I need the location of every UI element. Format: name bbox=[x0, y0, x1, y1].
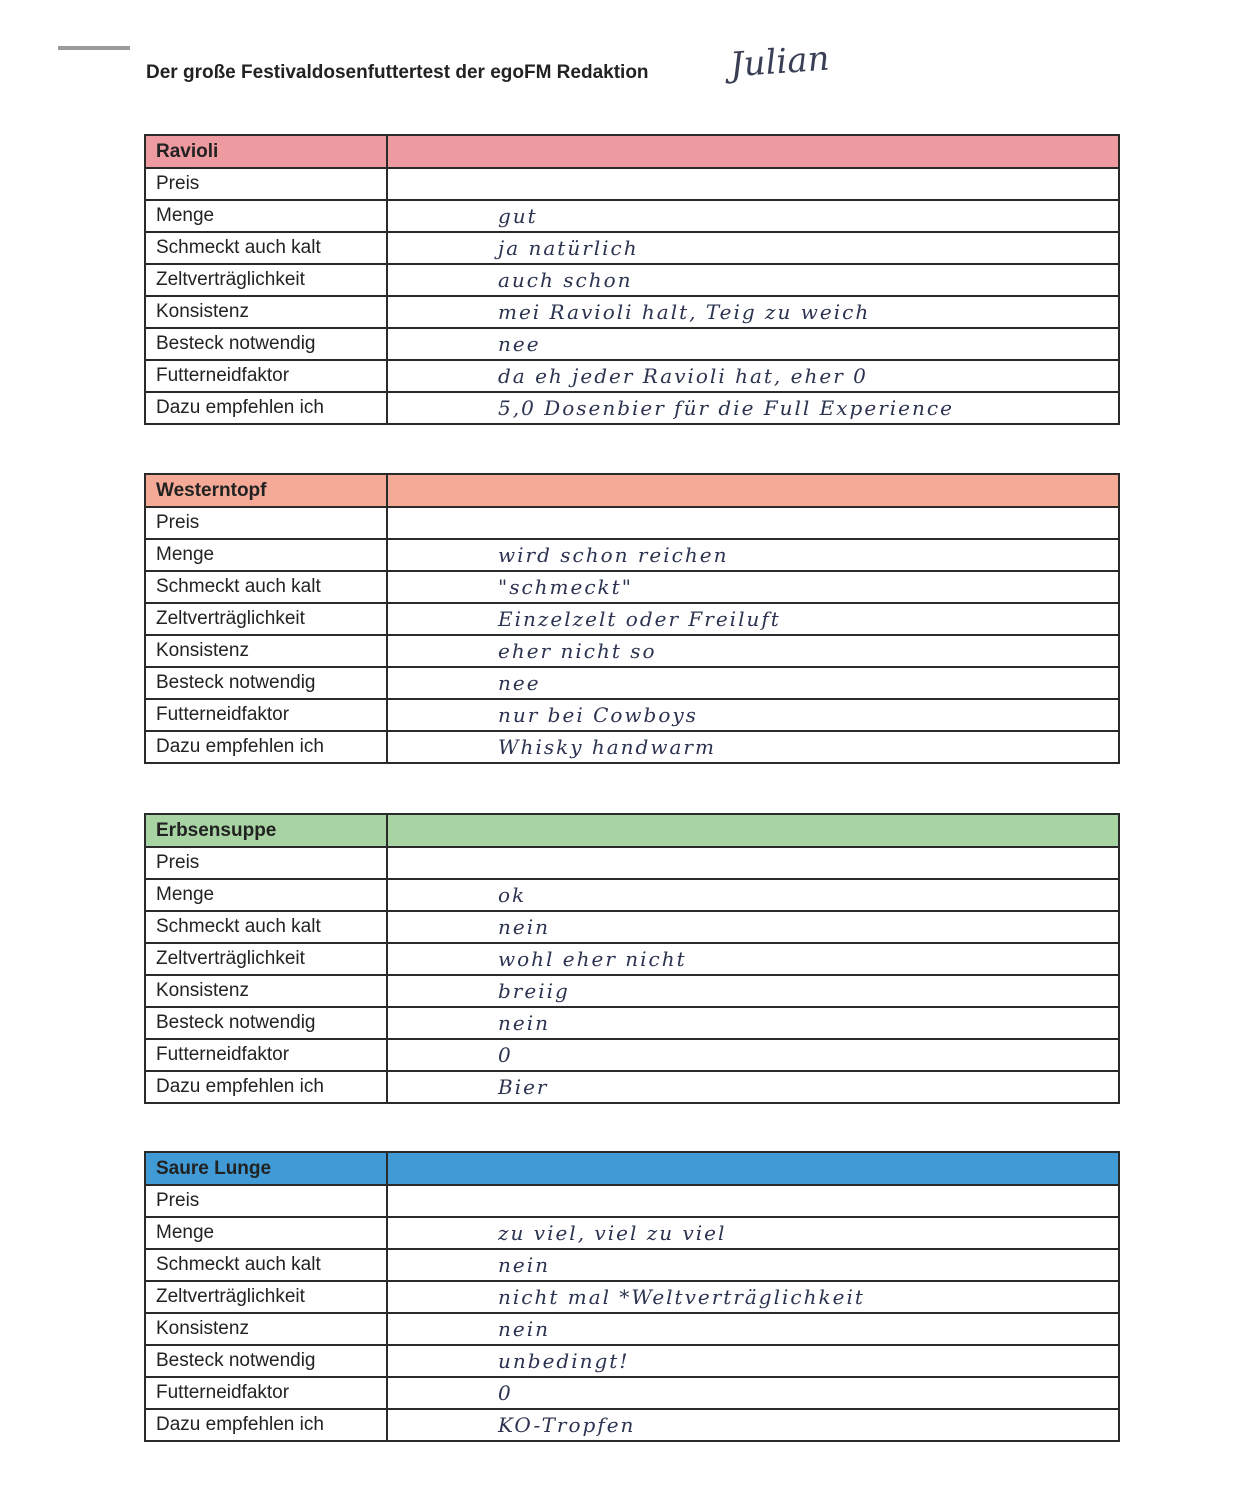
row-label: Zeltverträglichkeit bbox=[145, 943, 387, 975]
row-label: Schmeckt auch kalt bbox=[145, 911, 387, 943]
row-handwritten-value: nee bbox=[387, 328, 1119, 360]
row-handwritten-value: breiig bbox=[387, 975, 1119, 1007]
table-row bbox=[145, 1217, 1119, 1249]
row-handwritten-value: KO-Tropfen bbox=[387, 1409, 1119, 1441]
table-heading: Westerntopf bbox=[145, 474, 387, 507]
table-row bbox=[145, 168, 1119, 200]
table-row bbox=[145, 392, 1119, 424]
table-row bbox=[145, 1039, 1119, 1071]
row-label: Besteck notwendig bbox=[145, 667, 387, 699]
table-heading-fill bbox=[387, 135, 1119, 168]
row-label: Konsistenz bbox=[145, 296, 387, 328]
row-handwritten-value: 0 bbox=[387, 1039, 1119, 1071]
table-heading: Erbsensuppe bbox=[145, 814, 387, 847]
row-handwritten-value: nein bbox=[387, 1313, 1119, 1345]
row-label: Dazu empfehlen ich bbox=[145, 1071, 387, 1103]
table-row bbox=[145, 847, 1119, 879]
table-row bbox=[145, 1185, 1119, 1217]
row-handwritten-value: Einzelzelt oder Freiluft bbox=[387, 603, 1119, 635]
row-handwritten-value: nee bbox=[387, 667, 1119, 699]
food-table-0 bbox=[144, 134, 1120, 425]
row-handwritten-value: 5,0 Dosenbier für die Full Experience bbox=[387, 392, 1119, 424]
row-handwritten-value: eher nicht so bbox=[387, 635, 1119, 667]
table-heading-fill bbox=[387, 814, 1119, 847]
row-handwritten-value bbox=[387, 847, 1119, 879]
table-row bbox=[145, 635, 1119, 667]
scan-stamp bbox=[58, 46, 130, 50]
table-heading: Ravioli bbox=[145, 135, 387, 168]
table-row bbox=[145, 539, 1119, 571]
row-label: Menge bbox=[145, 200, 387, 232]
table-heading-fill bbox=[387, 474, 1119, 507]
table-row bbox=[145, 943, 1119, 975]
document-title: Der große Festivaldosenfuttertest der egoFM Redaktion bbox=[146, 62, 649, 83]
food-table-3 bbox=[144, 1151, 1120, 1442]
row-handwritten-value: unbedingt! bbox=[387, 1345, 1119, 1377]
row-label: Menge bbox=[145, 879, 387, 911]
row-handwritten-value: nein bbox=[387, 1007, 1119, 1039]
row-handwritten-value: nur bei Cowboys bbox=[387, 699, 1119, 731]
row-label: Zeltverträglichkeit bbox=[145, 264, 387, 296]
row-handwritten-value: Whisky handwarm bbox=[387, 731, 1119, 763]
row-label: Futterneidfaktor bbox=[145, 1377, 387, 1409]
row-handwritten-value: nein bbox=[387, 1249, 1119, 1281]
row-label: Konsistenz bbox=[145, 635, 387, 667]
author-signature: Julian bbox=[728, 38, 831, 86]
table-heading-fill bbox=[387, 1152, 1119, 1185]
row-label: Futterneidfaktor bbox=[145, 1039, 387, 1071]
table-header-row bbox=[145, 474, 1119, 507]
row-label: Schmeckt auch kalt bbox=[145, 1249, 387, 1281]
table-row bbox=[145, 1345, 1119, 1377]
row-handwritten-value: mei Ravioli halt, Teig zu weich bbox=[387, 296, 1119, 328]
row-handwritten-value: nein bbox=[387, 911, 1119, 943]
table-row bbox=[145, 667, 1119, 699]
row-handwritten-value: "schmeckt" bbox=[387, 571, 1119, 603]
row-handwritten-value: ja natürlich bbox=[387, 232, 1119, 264]
table-row bbox=[145, 975, 1119, 1007]
row-handwritten-value: zu viel, viel zu viel bbox=[387, 1217, 1119, 1249]
table-heading: Saure Lunge bbox=[145, 1152, 387, 1185]
row-label: Schmeckt auch kalt bbox=[145, 571, 387, 603]
row-label: Dazu empfehlen ich bbox=[145, 731, 387, 763]
table-row bbox=[145, 603, 1119, 635]
table-row bbox=[145, 1313, 1119, 1345]
table-row bbox=[145, 1007, 1119, 1039]
table-row bbox=[145, 879, 1119, 911]
table-header-row bbox=[145, 1152, 1119, 1185]
row-handwritten-value: Bier bbox=[387, 1071, 1119, 1103]
table-row bbox=[145, 200, 1119, 232]
table-row bbox=[145, 911, 1119, 943]
row-label: Zeltverträglichkeit bbox=[145, 1281, 387, 1313]
row-handwritten-value: wird schon reichen bbox=[387, 539, 1119, 571]
food-table-1 bbox=[144, 473, 1120, 764]
row-handwritten-value: da eh jeder Ravioli hat, eher 0 bbox=[387, 360, 1119, 392]
row-handwritten-value: nicht mal *Weltverträglichkeit bbox=[387, 1281, 1119, 1313]
row-label: Besteck notwendig bbox=[145, 328, 387, 360]
row-label: Konsistenz bbox=[145, 1313, 387, 1345]
row-handwritten-value bbox=[387, 507, 1119, 539]
row-label: Futterneidfaktor bbox=[145, 699, 387, 731]
row-handwritten-value bbox=[387, 168, 1119, 200]
row-label: Preis bbox=[145, 1185, 387, 1217]
table-row bbox=[145, 296, 1119, 328]
row-handwritten-value: auch schon bbox=[387, 264, 1119, 296]
row-label: Schmeckt auch kalt bbox=[145, 232, 387, 264]
table-row bbox=[145, 264, 1119, 296]
row-handwritten-value: ok bbox=[387, 879, 1119, 911]
row-label: Futterneidfaktor bbox=[145, 360, 387, 392]
row-label: Preis bbox=[145, 168, 387, 200]
table-row bbox=[145, 699, 1119, 731]
row-label: Zeltverträglichkeit bbox=[145, 603, 387, 635]
row-handwritten-value bbox=[387, 1185, 1119, 1217]
table-header-row bbox=[145, 135, 1119, 168]
table-row bbox=[145, 1377, 1119, 1409]
row-label: Dazu empfehlen ich bbox=[145, 1409, 387, 1441]
row-label: Preis bbox=[145, 847, 387, 879]
table-row bbox=[145, 507, 1119, 539]
row-label: Konsistenz bbox=[145, 975, 387, 1007]
table-row bbox=[145, 232, 1119, 264]
table-row bbox=[145, 731, 1119, 763]
table-row bbox=[145, 1409, 1119, 1441]
row-label: Dazu empfehlen ich bbox=[145, 392, 387, 424]
table-row bbox=[145, 360, 1119, 392]
food-table-2 bbox=[144, 813, 1120, 1104]
table-header-row bbox=[145, 814, 1119, 847]
table-row bbox=[145, 571, 1119, 603]
row-handwritten-value: gut bbox=[387, 200, 1119, 232]
row-label: Menge bbox=[145, 1217, 387, 1249]
table-row bbox=[145, 1071, 1119, 1103]
table-row bbox=[145, 328, 1119, 360]
row-label: Besteck notwendig bbox=[145, 1345, 387, 1377]
row-label: Menge bbox=[145, 539, 387, 571]
table-row bbox=[145, 1249, 1119, 1281]
row-label: Besteck notwendig bbox=[145, 1007, 387, 1039]
row-handwritten-value: 0 bbox=[387, 1377, 1119, 1409]
table-row bbox=[145, 1281, 1119, 1313]
row-label: Preis bbox=[145, 507, 387, 539]
row-handwritten-value: wohl eher nicht bbox=[387, 943, 1119, 975]
